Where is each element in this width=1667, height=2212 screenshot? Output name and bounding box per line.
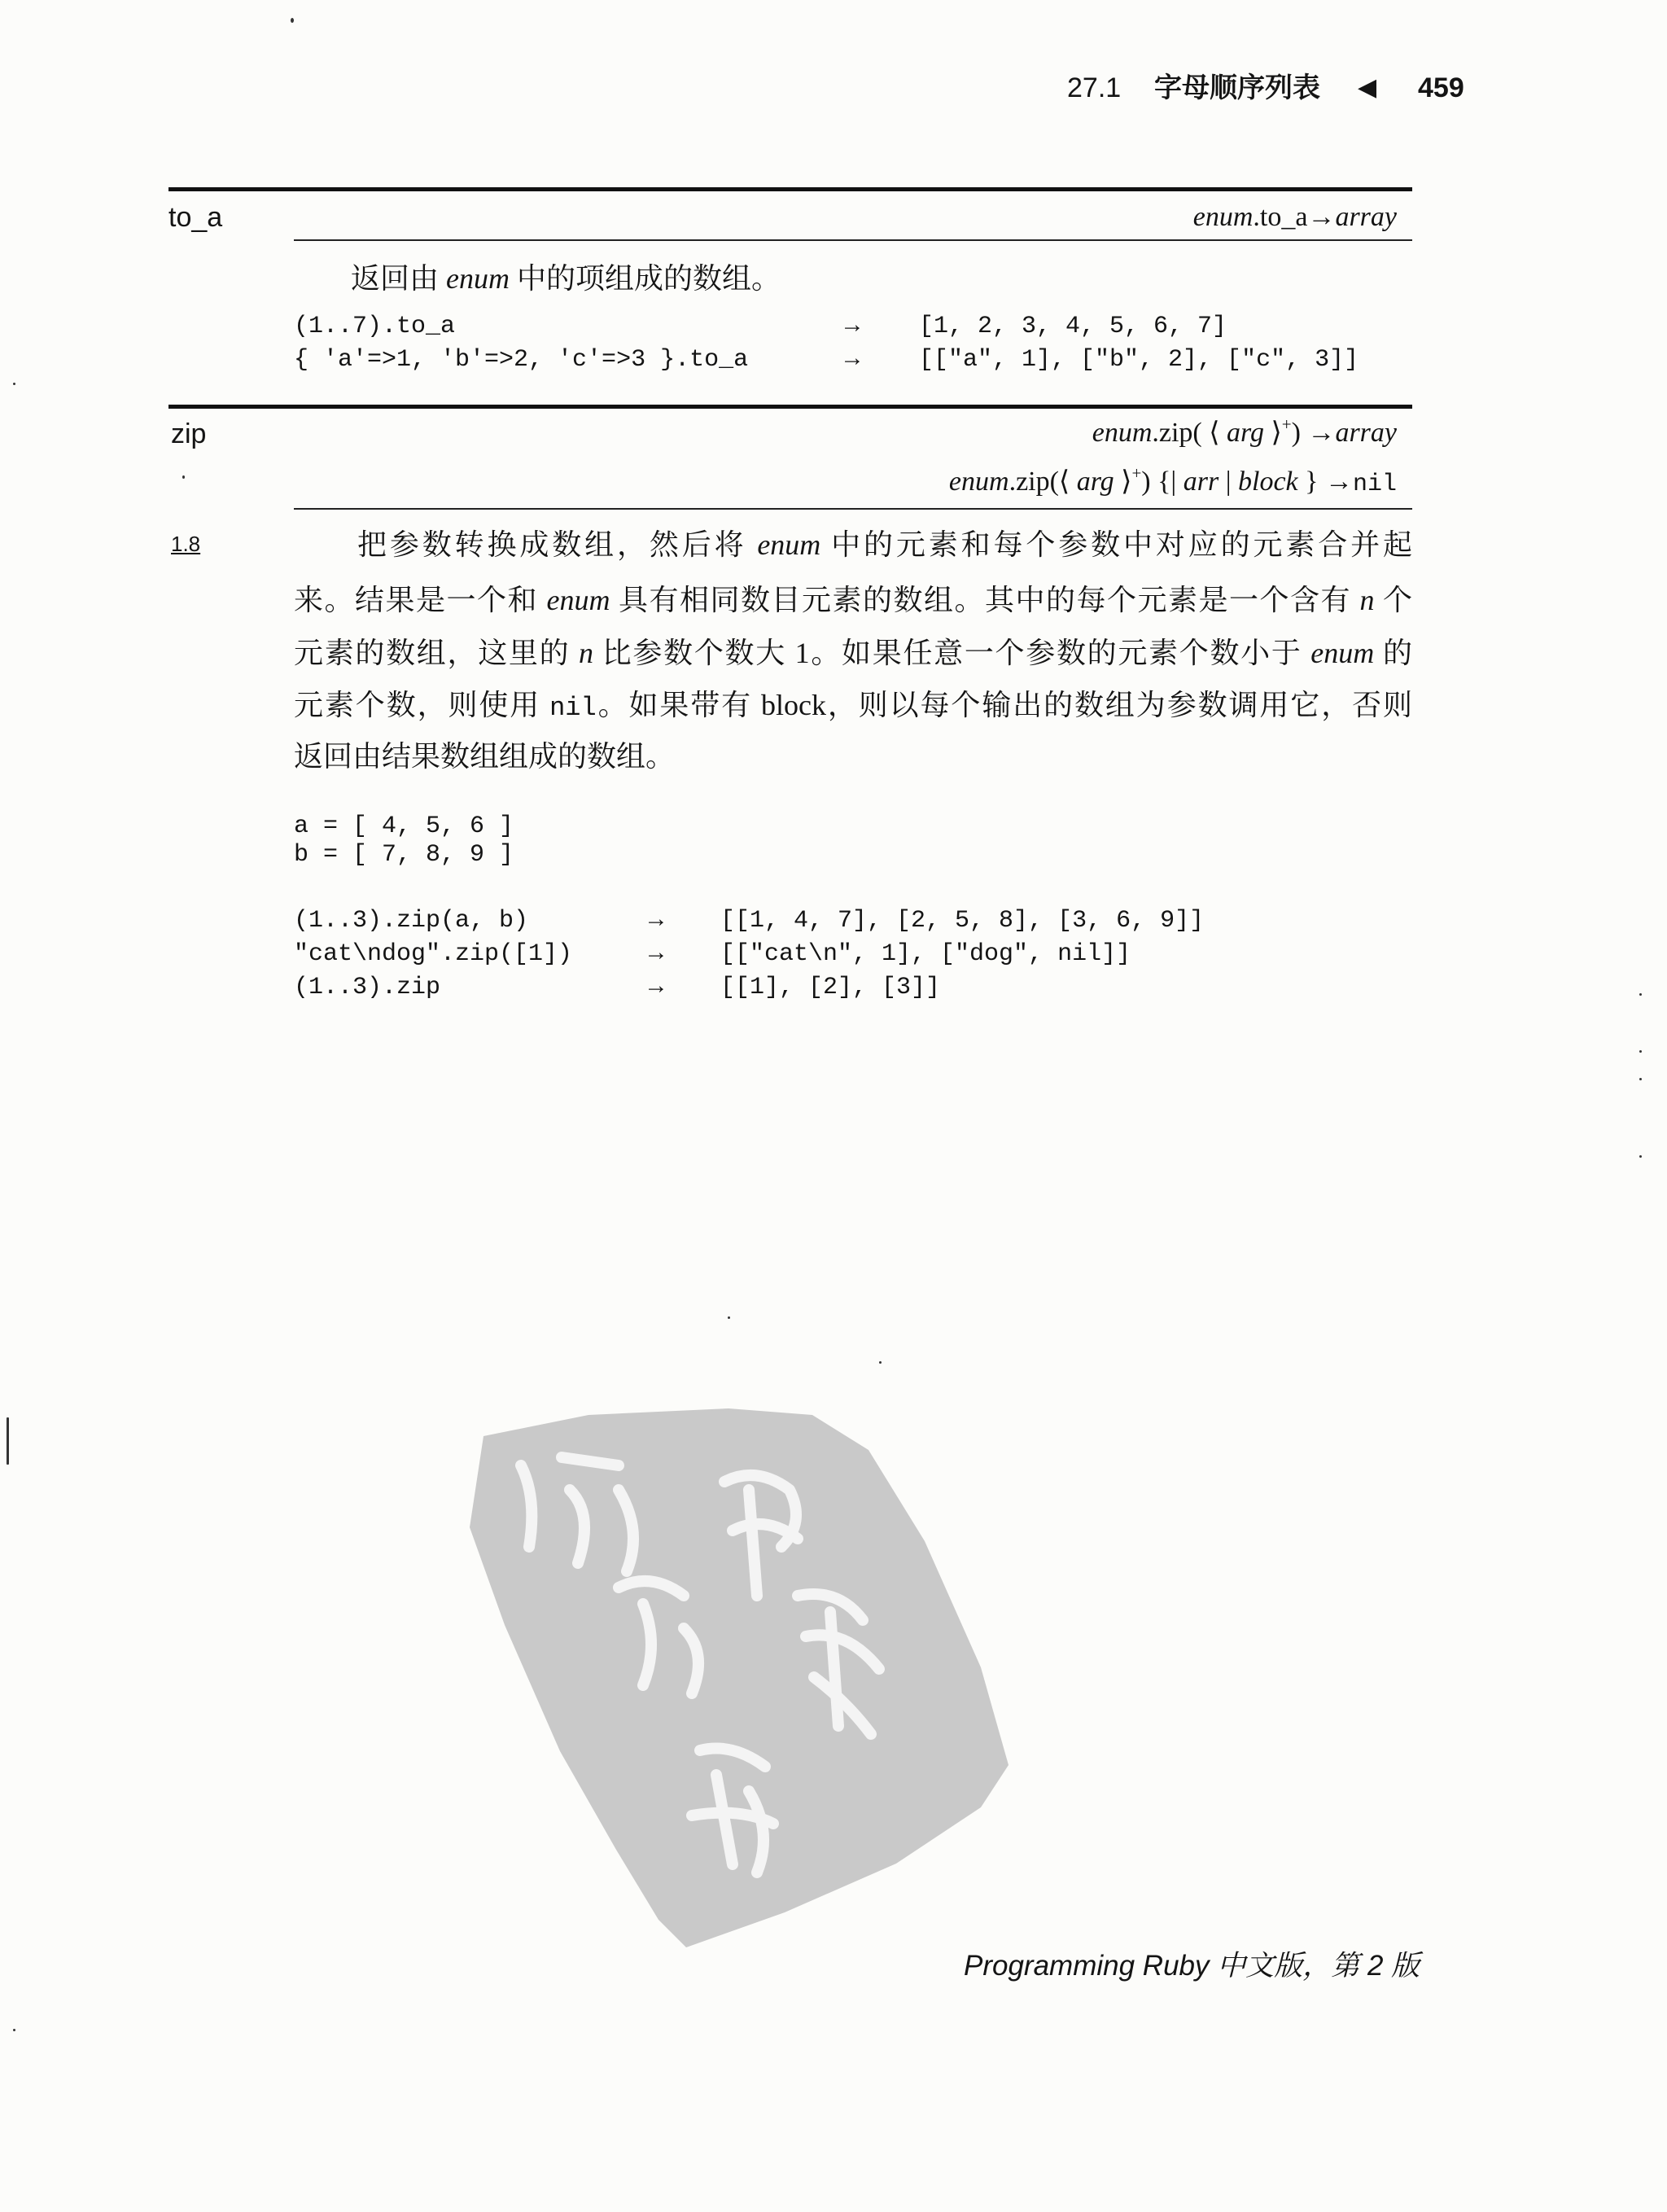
signature-block-word: block bbox=[1238, 466, 1298, 497]
description-text: 具有相同数目元素的数组。其中的每个元素是一个含有 bbox=[610, 584, 1360, 616]
setup-code: a = [ 4, 5, 6 ] bbox=[294, 813, 514, 840]
description-text: 中的元素和每个参数中对应的元素合并起 bbox=[820, 528, 1412, 561]
example-result: [[1, 4, 7], [2, 5, 8], [3, 6, 9]] bbox=[720, 907, 1205, 935]
signature-separator: | bbox=[1219, 466, 1239, 497]
description-receiver: enum bbox=[757, 528, 821, 561]
method-name: zip bbox=[171, 418, 207, 449]
method-description bbox=[351, 261, 781, 296]
example-arrow: → bbox=[845, 313, 860, 340]
example-arrow: → bbox=[845, 346, 860, 374]
description-code: nil bbox=[549, 693, 597, 723]
signature-close-bracket: ⟩ bbox=[1264, 418, 1282, 448]
example-arrow: → bbox=[649, 974, 664, 1001]
description-text: 元素的数组，这里的 bbox=[294, 637, 580, 669]
code-example-row bbox=[294, 313, 1412, 340]
description-text: 返回由 bbox=[351, 262, 447, 295]
scan-speck bbox=[1639, 1078, 1642, 1080]
signature-block-close: } → bbox=[1297, 466, 1353, 497]
scan-speck bbox=[13, 383, 15, 385]
description-receiver: enum bbox=[1310, 637, 1375, 669]
method-signature bbox=[1092, 414, 1397, 449]
signature-arg: arg bbox=[1076, 466, 1114, 497]
description-line bbox=[294, 627, 1412, 679]
description-line bbox=[294, 574, 1412, 626]
example-arrow: → bbox=[649, 940, 664, 968]
signature-block-param: arr bbox=[1183, 466, 1219, 497]
description-text: 把参数转换成数组，然后将 bbox=[357, 528, 758, 561]
signature-open-bracket: ⟨ bbox=[1058, 466, 1077, 497]
signature-receiver: enum bbox=[1192, 202, 1254, 232]
example-code: "cat\ndog".zip([1]) bbox=[294, 940, 573, 968]
description-text: 元素个数，则使用 bbox=[294, 689, 550, 721]
scan-speck bbox=[291, 18, 294, 23]
signature-returns: array bbox=[1335, 202, 1397, 232]
description-text: 来。结果是一个和 bbox=[294, 584, 547, 616]
example-arrow: → bbox=[649, 907, 664, 935]
scan-speck bbox=[879, 1361, 882, 1364]
signature-returns: nil bbox=[1352, 471, 1397, 498]
description-text: 个 bbox=[1374, 584, 1412, 616]
signature-returns: array bbox=[1335, 418, 1397, 448]
left-triangle-icon: ◀ bbox=[1358, 73, 1377, 102]
scan-speck bbox=[1639, 1050, 1642, 1053]
description-receiver: enum bbox=[546, 584, 610, 616]
description-variable: n bbox=[1359, 584, 1375, 616]
example-code: (1..3).zip bbox=[294, 974, 441, 1001]
book-title-footer: Programming Ruby 中文版，第 2 版 bbox=[964, 1950, 1420, 1982]
signature-repeat-mark: + bbox=[1281, 414, 1292, 434]
page-number: 459 bbox=[1418, 72, 1464, 103]
signature-close-bracket: ⟩ bbox=[1114, 466, 1132, 497]
signature-rule bbox=[294, 508, 1412, 510]
signature-repeat-mark: + bbox=[1131, 463, 1142, 483]
code-example-row bbox=[294, 940, 1412, 968]
setup-code-line bbox=[294, 841, 1412, 869]
setup-code: b = [ 7, 8, 9 ] bbox=[294, 841, 514, 869]
example-result: [["a", 1], ["b", 2], ["c", 3]] bbox=[919, 346, 1359, 374]
description-receiver: enum bbox=[446, 262, 510, 295]
signature-receiver: enum bbox=[1092, 418, 1153, 448]
scan-speck bbox=[1639, 993, 1642, 996]
scan-speck bbox=[13, 2029, 15, 2031]
scan-speck bbox=[182, 475, 185, 479]
code-example-row bbox=[294, 974, 1412, 1001]
example-result: [[1], [2], [3]] bbox=[720, 974, 941, 1001]
version-note: 1.8 bbox=[171, 532, 201, 556]
description-line bbox=[294, 730, 1412, 782]
setup-code-line bbox=[294, 813, 1412, 840]
signature-open-bracket: ⟨ bbox=[1209, 418, 1227, 448]
description-text: 返回由结果数组组成的数组。 bbox=[294, 740, 676, 773]
scan-speck bbox=[7, 1417, 9, 1465]
seal-watermark bbox=[456, 1400, 1026, 1962]
seal-stone-shape bbox=[470, 1408, 1009, 1947]
signature-arrow: → bbox=[1307, 202, 1336, 232]
example-result: [["cat\n", 1], ["dog", nil]] bbox=[720, 940, 1131, 968]
entry-top-rule bbox=[168, 405, 1412, 409]
method-signature bbox=[948, 463, 1397, 501]
signature-rule bbox=[294, 239, 1412, 241]
signature-call: .to_a bbox=[1253, 202, 1308, 232]
example-result: [1, 2, 3, 4, 5, 6, 7] bbox=[919, 313, 1227, 340]
description-text: 中的项组成的数组。 bbox=[510, 262, 781, 295]
code-example-row bbox=[294, 346, 1412, 374]
section-title: 字母顺序列表 bbox=[1154, 72, 1320, 103]
example-code: (1..3).zip(a, b) bbox=[294, 907, 529, 935]
description-variable: n bbox=[579, 637, 594, 669]
example-code: (1..7).to_a bbox=[294, 313, 456, 340]
signature-arg: arg bbox=[1227, 418, 1264, 448]
description-text: 的 bbox=[1374, 637, 1412, 669]
description-text: 比参数个数大 1。如果任意一个参数的元素个数小于 bbox=[593, 637, 1311, 669]
signature-block-open: ) {| bbox=[1141, 466, 1184, 497]
scan-speck bbox=[1639, 1155, 1642, 1158]
example-code: { 'a'=>1, 'b'=>2, 'c'=>3 }.to_a bbox=[294, 346, 749, 374]
signature-call: .zip( bbox=[1009, 466, 1059, 497]
signature-call: .zip( bbox=[1152, 418, 1210, 448]
signature-tail: ) → bbox=[1291, 418, 1336, 448]
scan-speck bbox=[728, 1316, 730, 1319]
code-example-row bbox=[294, 907, 1412, 935]
method-signature bbox=[1193, 201, 1397, 234]
description-line bbox=[357, 519, 1412, 571]
method-name: to_a bbox=[168, 202, 223, 233]
signature-receiver: enum bbox=[948, 466, 1009, 497]
section-number: 27.1 bbox=[1067, 72, 1122, 103]
description-line bbox=[294, 679, 1412, 731]
description-text: 。如果带有 block，则以每个输出的数组为参数调用它，否则 bbox=[596, 689, 1412, 721]
entry-top-rule bbox=[168, 187, 1412, 191]
